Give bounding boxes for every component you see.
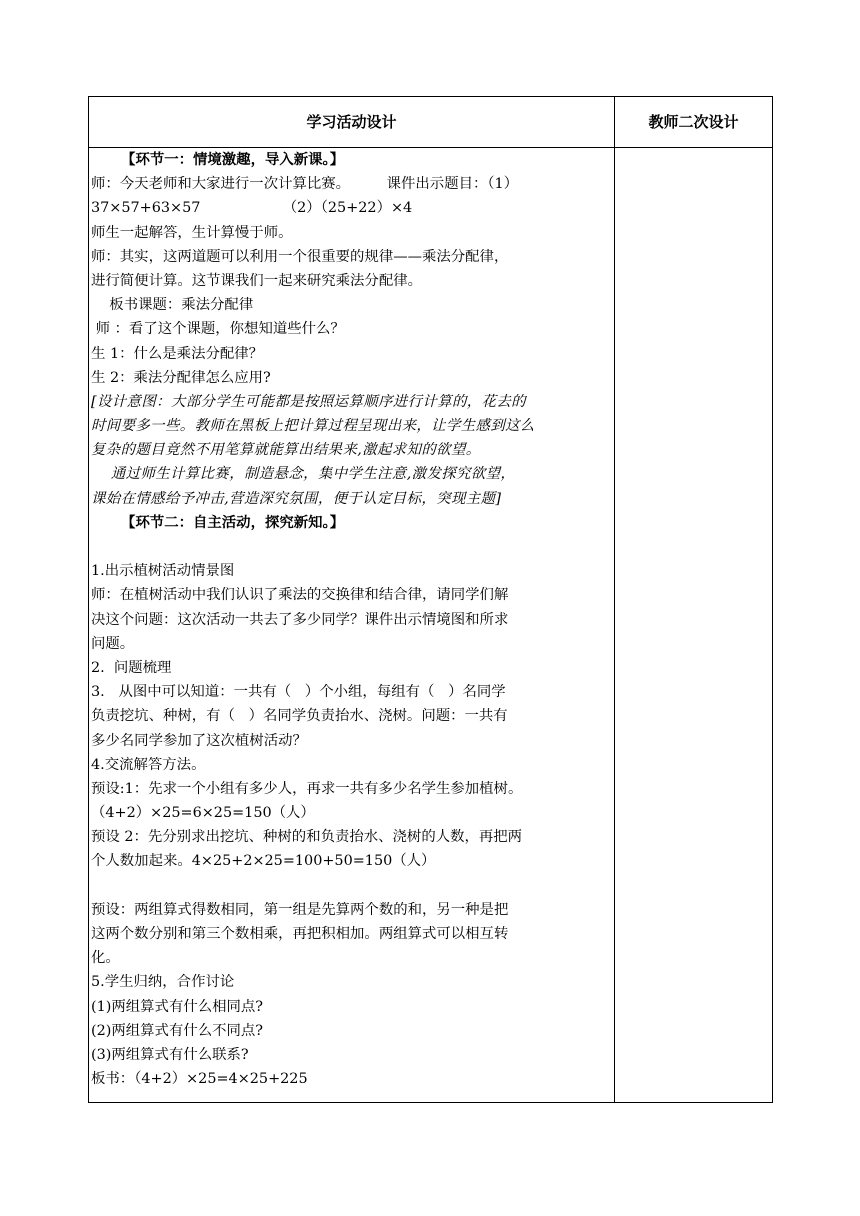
content-line: 个人数加起来。4×25+2×25=100+50=150（人）: [91, 853, 436, 870]
content-line: [91, 874, 614, 898]
content-line: 【环节二：自主活动，探究新知。】: [91, 514, 345, 531]
content-line: 时间要多一些。教师在黑板上把计算过程呈现出来，让学生感到这么: [91, 418, 535, 435]
content-line: 师 ：看了这个课题，你想知道些什么？: [91, 321, 345, 338]
content-line: 预设 2：先分别求出挖坑、种树的和负责抬水、浇树的人数，再把两: [91, 829, 523, 846]
content-line: (3)两组算式有什么联系?: [91, 1046, 249, 1063]
content-line: 板书：（4+2）×25=4×25+225: [91, 1071, 308, 1088]
content-line: 板书课题：乘法分配律: [91, 297, 254, 314]
content-line: 师：今天老师和大家进行一次计算比赛。 课件出示题目：（1）: [91, 176, 519, 193]
content-line: 预设：两组算式得数相同，第一组是先算两个数的和，另一种是把: [91, 901, 509, 918]
content-line: 这两个数分别和第三个数相乘，再把积相加。两组算式可以相互转: [91, 926, 509, 942]
content-line: 5.学生归纳，合作讨论: [91, 974, 235, 991]
content-line: 3. 从图中可以知道：一共有（ ）个小组，每组有（ ）名同学: [91, 684, 506, 701]
header-teacher-second-design: 教师二次设计: [648, 113, 739, 131]
content-line: [91, 535, 614, 559]
content-line: 负责挖坑、种树，有（ ）名同学负责抬水、浇树。问题：一共有: [91, 708, 508, 725]
content-line: 通过师生计算比赛，制造悬念，集中学生注意,激发探究欲望，: [91, 466, 516, 483]
content-line: 师：在植树活动中我们认识了乘法的交换律和结合律，请同学们解: [91, 587, 509, 604]
content-line: 课始在情感给予冲击,营造深究氛围，便于认定目标，突现主题]: [91, 490, 502, 507]
content-line: 化。: [91, 950, 120, 967]
column-divider: [614, 97, 615, 1102]
content-line: 生 1：什么是乘法分配律？: [91, 345, 264, 362]
lesson-plan-table: [88, 96, 773, 1103]
content-line: 2. 问题梳理: [91, 659, 172, 676]
content-line: 预设:1：先求一个小组有多少人，再求一共有多少名学生参加植树。: [91, 780, 523, 797]
header-learning-activity-design: 学习活动设计: [306, 113, 397, 131]
content-line: 问题。: [91, 635, 135, 652]
content-line: 复杂的题目竟然不用笔算就能算出结果来,激起求知的欲望。: [91, 442, 481, 459]
activity-design-content: [89, 148, 614, 1091]
content-line: 37×57+63×57 （2）（25+22）×4: [91, 200, 413, 217]
content-line: 4.交流解答方法。: [91, 756, 206, 773]
content-line: 师生一起解答，生计算慢于师。: [91, 224, 293, 241]
content-line: 进行简便计算。这节课我们一起来研究乘法分配律。: [91, 272, 422, 289]
content-line: [设计意图：大部分学生可能都是按照运算顺序进行计算的，花去的: [91, 393, 526, 410]
content-line: 1.出示植树活动情景图: [91, 563, 235, 580]
content-line: 决这个问题：这次活动一共去了多少同学？课件出示情境图和所求: [91, 611, 509, 628]
content-line: 生 2：乘法分配律怎么应用?: [91, 369, 271, 386]
content-line: (2)两组算式有什么不同点?: [91, 1022, 264, 1039]
content-line: 师：其实，这两道题可以利用一个很重要的规律——乘法分配律，: [91, 248, 509, 265]
content-line: (1)两组算式有什么相同点?: [91, 998, 264, 1015]
content-line: 多少名同学参加了这次植树活动？: [91, 732, 307, 749]
content-line: （4+2）×25=6×25=150（人）: [91, 805, 315, 822]
content-line: 【环节一：情境激趣，导入新课。】: [91, 152, 345, 168]
